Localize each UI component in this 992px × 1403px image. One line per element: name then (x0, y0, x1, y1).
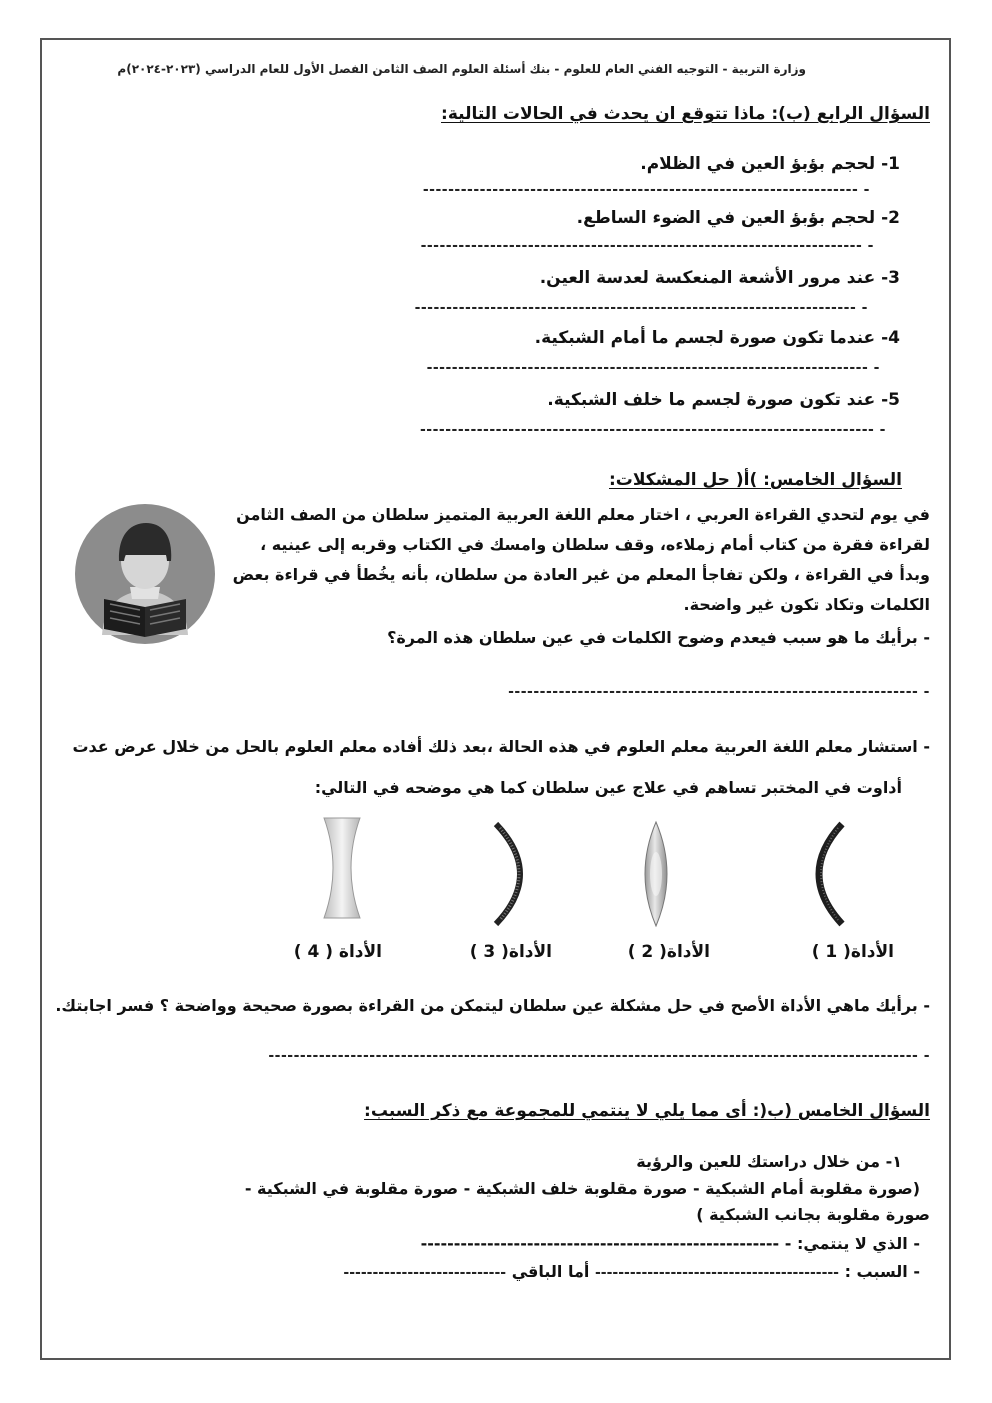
q5b-intro: ١- من خلال دراستك للعين والرؤية (636, 1152, 902, 1171)
q4b-item-4: 4- عندما تكون صورة لجسم ما أمام الشبكية. (534, 328, 900, 348)
q5b-rest-label: أما الباقي (511, 1262, 590, 1281)
q4b-title: السؤال الرابع (ب): ماذا تتوقع ان يحدث في الحالات التالية: (441, 104, 930, 124)
q5a-title: السؤال الخامس: )أ( حل المشكلات: (609, 470, 902, 490)
tool-label-4: الأداة ( 4 ) (293, 942, 382, 962)
q4b-item-1: 1- لحجم بؤبؤ العين في الظلام. (640, 154, 900, 174)
concave-mirror-arc-icon (800, 820, 848, 928)
q5b-options-line-2: صورة مقلوبة بجانب الشبكية ) (696, 1205, 930, 1224)
student-reading-icon (74, 503, 216, 645)
q5b-reason-label: - السبب : (844, 1262, 920, 1281)
q4b-answer-5[interactable]: - ------------------------------------------------------------------------ (419, 422, 886, 438)
q4b-answer-3[interactable]: - ---------------------------------------------------------------------- (414, 300, 868, 316)
q5a-paragraph-line-1: في يوم لتحدي القراءة العربي ، اختار معلم اللغة العربية المتميز سلطان من الصف الثامن (236, 505, 930, 524)
tool-label-1: الأداة( 1 ) (811, 942, 894, 962)
q5a-consult-line-2: أداوت في المختبر تساهم في علاج عين سلطان كما هي موضحه في التالي: (314, 778, 902, 797)
q5a-answer-2[interactable]: - ------------------------------------------------------------------------------------------------------- (268, 1048, 930, 1064)
q4b-item-3: 3- عند مرور الأشعة المنعكسة لعدسة العين. (539, 268, 900, 288)
q5a-paragraph-line-3: وبدأ في القراءة ، ولكن تفاجأ المعلم من غير العادة من سلطان، بأنه يخُطأ في قراءة بعض (232, 565, 930, 584)
concave-lens-icon (318, 814, 366, 922)
q5b-reason-row (343, 1262, 920, 1281)
q4b-answer-1[interactable]: - --------------------------------------------------------------------- (422, 182, 870, 198)
q5b-not-belong[interactable]: - الذي لا ينتمي: - ------------------------------------------------------ (420, 1234, 920, 1253)
page-header: وزارة التربية - التوجيه الفني العام للعلوم - بنك أسئلة العلوم الصف الثامن الفصل الأول للعام الدراسي (٢٠٢٣-٢٠٢٤)م (117, 62, 806, 76)
q5a-question-1: - برأيك ما هو سبب فيعدم وضوح الكلمات في عين سلطان هذه المرة؟ (387, 628, 930, 647)
convex-lens-icon (630, 818, 682, 930)
q4b-item-2: 2- لحجم بؤبؤ العين في الضوء الساطع. (576, 208, 900, 228)
q4b-answer-2[interactable]: - ---------------------------------------------------------------------- (420, 238, 874, 254)
q5b-title: السؤال الخامس (ب(: أى مما يلي لا ينتمي للمجموعة مع ذكر السبب: (364, 1101, 930, 1121)
q5a-answer-1[interactable]: - ----------------------------------------------------------------- (508, 684, 930, 700)
tool-label-3: الأداة( 3 ) (469, 942, 552, 962)
q4b-answer-4[interactable]: - ---------------------------------------------------------------------- (426, 360, 880, 376)
q5b-reason-answer[interactable]: ------------------------------------------ (594, 1265, 839, 1281)
tool-label-2: الأداة( 2 ) (627, 942, 710, 962)
q5b-options-line-1: (صورة مقلوبة أمام الشبكية - صورة مقلوبة خلف الشبكية - صورة مقلوبة في الشبكية - (244, 1179, 920, 1198)
q5a-paragraph-line-4: الكلمات وتكاد تكون غير واضحة. (683, 595, 930, 614)
q4b-item-5: 5- عند تكون صورة لجسم ما خلف الشبكية. (547, 390, 900, 410)
q5a-paragraph-line-2: لقراءة فقرة من كتاب أمام زملاءه، وقف سلطان وامسك في الكتاب وقربه إلى عينيه ، (260, 535, 930, 554)
q5a-question-2: - برأيك ماهي الأداة الأصح في حل مشكلة عين سلطان ليتمكن من القراءة بصورة صحيحة وواضحة ؟ فسر اجابتك. (55, 996, 930, 1015)
q5a-consult-line-1: - استشار معلم اللغة العربية معلم العلوم في هذه الحالة ،بعد ذلك أفاده معلم العلوم بالحل من خلال عرض عدت (72, 737, 930, 756)
q5b-rest-answer[interactable]: ---------------------------- (343, 1265, 507, 1281)
convex-mirror-arc-icon (490, 820, 538, 928)
